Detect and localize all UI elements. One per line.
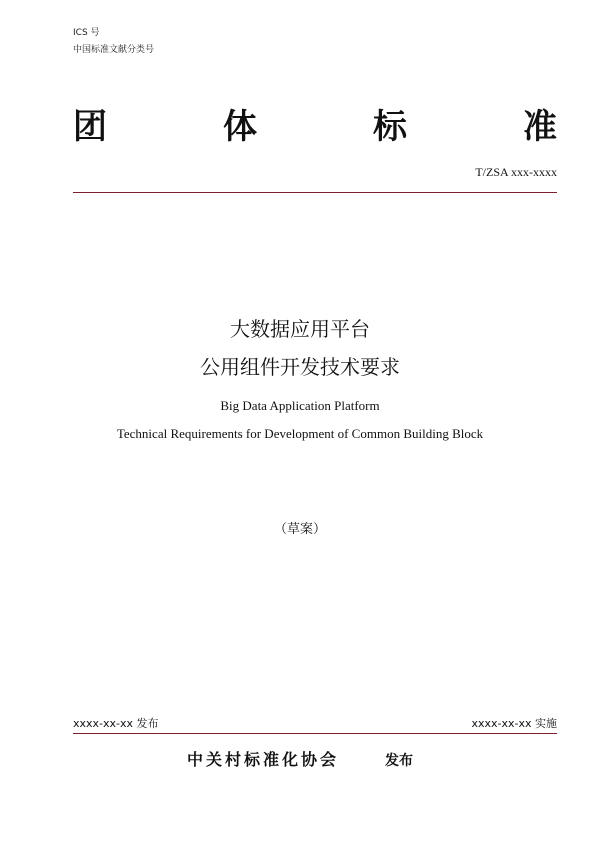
- publish-date: xxxx-xx-xx 发布: [73, 717, 159, 730]
- classification-number: 中国标准文献分类号: [73, 45, 155, 55]
- standard-number: T/ZSA xxx-xxxx: [475, 165, 557, 179]
- publisher-line: [0, 750, 600, 771]
- ics-number: ICS 号: [73, 28, 100, 38]
- standard-type-heading: [73, 107, 557, 147]
- draft-label: （草案）: [273, 522, 326, 537]
- title-english-line-2: Technical Requirements for Development of Common Building Block: [116, 426, 484, 441]
- standard-type-char: 体: [223, 107, 257, 147]
- standard-type-char: 准: [523, 107, 557, 147]
- bottom-divider: [73, 733, 557, 734]
- publisher-verb: 发布: [385, 753, 413, 769]
- title-chinese-line-1: 大数据应用平台: [230, 317, 370, 341]
- standard-type-char: 团: [73, 107, 107, 147]
- standard-type-char: 标: [373, 107, 407, 147]
- title-english-line-1: Big Data Application Platform: [220, 398, 380, 413]
- title-chinese-line-2: 公用组件开发技术要求: [200, 355, 400, 379]
- effective-date: xxxx-xx-xx 实施: [471, 717, 557, 730]
- publisher-organization: 中关村标准化协会: [186, 750, 339, 769]
- top-divider: [73, 192, 557, 193]
